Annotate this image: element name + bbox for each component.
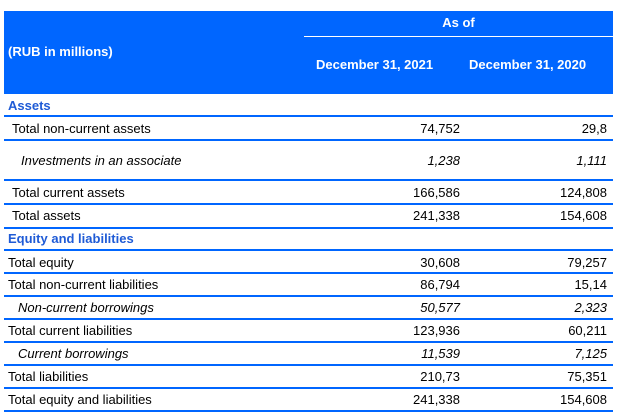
row-label: Total current assets — [12, 185, 125, 200]
row-divider — [4, 249, 613, 251]
value-2021: 30,608 — [420, 255, 460, 270]
value-2020: 79,257 — [567, 255, 607, 270]
row-divider — [4, 387, 613, 389]
value-2020: 2,323 — [574, 300, 607, 315]
row-divider — [4, 410, 613, 412]
section-title: Assets — [8, 98, 51, 113]
row-divider — [4, 179, 613, 181]
value-2020: 75,351 — [567, 369, 607, 384]
value-2021: 86,794 — [420, 277, 460, 292]
value-2021: 50,577 — [420, 300, 460, 315]
row-divider — [4, 364, 613, 366]
row-divider — [4, 272, 613, 274]
value-2021: 74,752 — [420, 121, 460, 136]
column-header-2020: December 31, 2020 — [469, 57, 587, 72]
row-label: Investments in an associate — [21, 153, 182, 168]
value-2021: 11,539 — [421, 346, 460, 361]
value-2020: 7,125 — [574, 346, 607, 361]
row-label: Total equity and liabilities — [8, 392, 152, 407]
value-2020: 154,608 — [560, 392, 607, 407]
row-divider — [4, 341, 613, 343]
value-2020: 1,111 — [576, 153, 607, 168]
row-divider — [4, 318, 613, 320]
row-label: Total current liabilities — [8, 323, 133, 338]
unit-label: (RUB in millions) — [8, 44, 113, 59]
header-unit-cell — [4, 11, 304, 94]
value-2020: 154,608 — [560, 208, 607, 223]
row-divider — [4, 139, 613, 141]
value-2020: 15,14 — [574, 277, 607, 292]
row-label: Total liabilities — [8, 369, 89, 384]
value-2021: 123,936 — [413, 323, 460, 338]
value-2021: 210,73 — [420, 369, 460, 384]
value-2021: 241,338 — [413, 392, 460, 407]
row-label: Non-current borrowings — [18, 300, 154, 315]
row-label: Total equity — [8, 255, 74, 270]
header-dates-cell — [304, 11, 613, 94]
value-2021: 241,338 — [413, 208, 460, 223]
row-divider — [4, 295, 613, 297]
value-2020: 124,808 — [560, 185, 607, 200]
row-divider — [4, 227, 613, 229]
value-2021: 1,238 — [427, 153, 460, 168]
section-title: Equity and liabilities — [8, 231, 134, 246]
value-2021: 166,586 — [413, 185, 460, 200]
value-2020: 29,8 — [581, 121, 607, 136]
value-2020: 60,211 — [568, 323, 607, 338]
row-divider — [4, 115, 613, 117]
row-divider — [4, 203, 613, 205]
row-label: Current borrowings — [18, 346, 129, 361]
row-label: Total non-current liabilities — [8, 277, 159, 292]
column-header-2021: December 31, 2021 — [316, 57, 434, 72]
header-divider — [304, 36, 613, 37]
row-label: Total assets — [12, 208, 81, 223]
as-of-label: As of — [442, 15, 475, 30]
row-label: Total non-current assets — [12, 121, 151, 136]
